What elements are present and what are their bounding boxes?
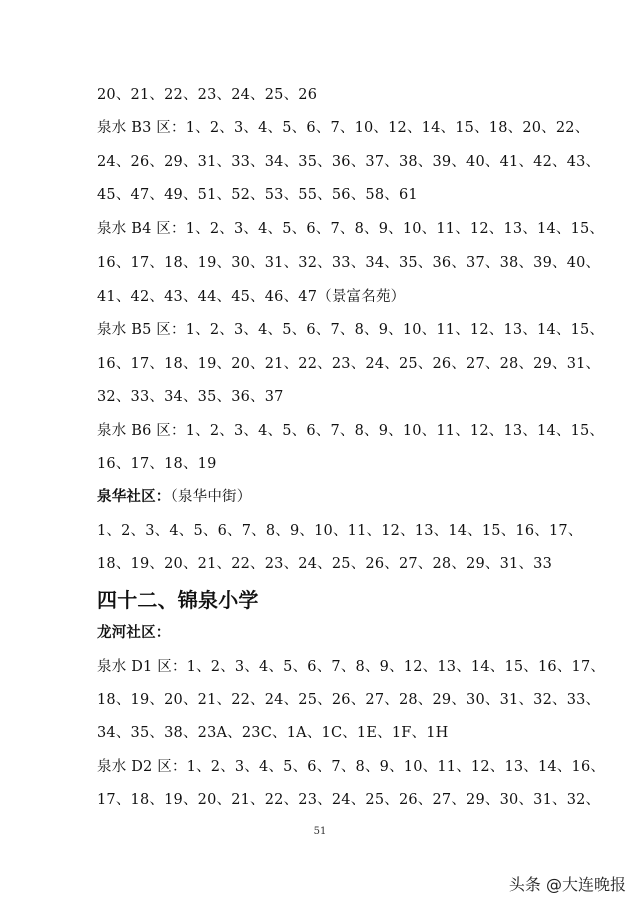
- text-line: 17、18、19、20、21、22、23、24、25、26、27、29、30、31、32、: [97, 792, 601, 808]
- text-line: 16、17、18、19、20、21、22、23、24、25、26、27、28、29、31、: [97, 356, 601, 372]
- text-line: 泉水 B6 区：1、2、3、4、5、6、7、8、9、10、11、12、13、14、15、: [97, 423, 605, 439]
- text-line: 32、33、34、35、36、37: [97, 389, 284, 405]
- text-line: 18、19、20、21、22、24、25、26、27、28、29、30、31、32、33、: [97, 692, 601, 708]
- text-line: 泉水 D2 区：1、2、3、4、5、6、7、8、9、10、11、12、13、14、16、: [97, 759, 606, 775]
- text-line: 泉水 B4 区：1、2、3、4、5、6、7、8、9、10、11、12、13、14、15、: [97, 221, 605, 237]
- community-note: （泉华中街）: [170, 489, 252, 505]
- text-line: 24、26、29、31、33、34、35、36、37、38、39、40、41、42、43、: [97, 154, 601, 170]
- text-line: 泉水 B5 区：1、2、3、4、5、6、7、8、9、10、11、12、13、14、15、: [97, 322, 605, 338]
- text-line: 16、17、18、19: [97, 456, 217, 472]
- watermark: 头条 @大连晚报: [508, 875, 626, 894]
- community-name: 泉华社区：: [97, 489, 171, 505]
- text-line: 41、42、43、44、45、46、47（景富名苑）: [97, 289, 406, 305]
- text-line: 45、47、49、51、52、53、55、56、58、61: [97, 187, 418, 203]
- text-line: 泉水 B3 区：1、2、3、4、5、6、7、10、12、14、15、18、20、22、: [97, 120, 590, 136]
- text-line: 20、21、22、23、24、25、26: [97, 87, 318, 103]
- text-line: 16、17、18、19、30、31、32、33、34、35、36、37、38、39、40、: [97, 255, 601, 271]
- community-name: 龙河社区：: [97, 625, 171, 641]
- community-heading: [97, 487, 251, 507]
- text-line: 1、2、3、4、5、6、7、8、9、10、11、12、13、14、15、16、17、: [97, 523, 583, 539]
- text-line: 18、19、20、21、22、23、24、25、26、27、28、29、31、33: [97, 556, 553, 572]
- section-heading: 四十二、锦泉小学: [97, 588, 259, 612]
- text-line: 34、35、38、23A、23C、1A、1C、1E、1F、1H: [97, 725, 449, 741]
- text-line: 泉水 D1 区：1、2、3、4、5、6、7、8、9、12、13、14、15、16、17、: [97, 659, 606, 675]
- page-number: 51: [313, 826, 327, 837]
